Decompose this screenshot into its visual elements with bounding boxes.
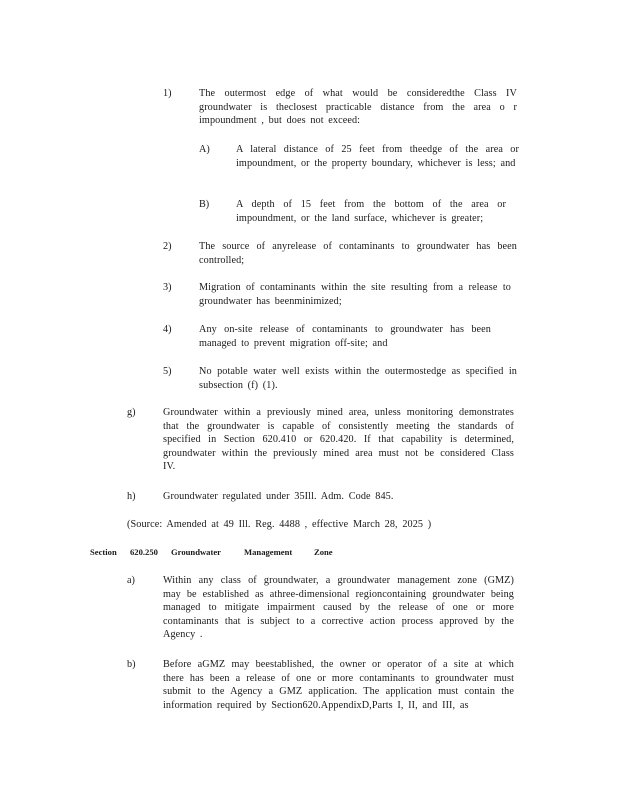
item-1-text: The outermost edge of what would be consideredthe Class IV groundwater is theclosest practicable distance from the area o r impoundment , but does not exceed: xyxy=(199,88,517,126)
item-1a-text: A lateral distance of 25 feet from theedge of the area or impoundment, or the property boundary, whichever is less; and xyxy=(236,144,519,169)
item-1b-label: B) xyxy=(199,199,210,210)
item-4-text: Any on-site release of contaminants to groundwater has been managed to prevent migration off-site; and xyxy=(199,324,491,349)
item-h-text: Groundwater regulated under 35Ill. Adm. Code 845. xyxy=(163,491,394,502)
item-1b-text: A depth of 15 feet from the bottom of the area or impoundment, or the land surface, whichever is greater; xyxy=(236,199,506,224)
section-item-a-label: a) xyxy=(127,575,135,586)
source-note: (Source: Amended at 49 Ill. Reg. 4488 , effective March 28, 2025 ) xyxy=(127,519,432,530)
section-title-word-1: Groundwater xyxy=(171,547,221,557)
section-number: 620.250 xyxy=(130,547,158,557)
item-2-label: 2) xyxy=(163,241,172,252)
item-1-label: 1) xyxy=(163,88,172,99)
item-g-label: g) xyxy=(127,407,136,418)
item-h-label: h) xyxy=(127,491,136,502)
item-5-label: 5) xyxy=(163,366,172,377)
section-label: Section xyxy=(90,547,117,557)
item-3-text: Migration of contaminants within the site resulting from a release to groundwater has beenminimized; xyxy=(199,282,511,307)
section-item-b-text: Before aGMZ may beestablished, the owner or operator of a site at which there has been a release of one or more contaminants to groundwater must submit to the Agency a GMZ application. The application must contain the information required by Section620.AppendixD,Parts I, II, and III, as xyxy=(163,659,514,711)
section-item-b-label: b) xyxy=(127,659,136,670)
item-g-text: Groundwater within a previously mined area, unless monitoring demonstrates that the groundwater is capable of consistently meeting the standards of specified in Section 620.410 or 620.420. If that capability is determined, groundwater within the previously mined area must not be considered Class IV. xyxy=(163,407,514,472)
section-title-word-2: Management xyxy=(244,547,293,557)
section-title-word-3: Zone xyxy=(314,547,333,557)
item-2-text: The source of anyrelease of contaminants to groundwater has been controlled; xyxy=(199,241,517,266)
item-5-text: No potable water well exists within the outermostedge as specified in subsection (f) (1). xyxy=(199,366,517,391)
section-item-a-text: Within any class of groundwater, a groundwater management zone (GMZ) may be established as athree-dimensional regioncontaining groundwater being managed to mitigate impairment caused by the release of one or more contaminants that is subject to a corrective action process approved by the Agency . xyxy=(163,575,514,640)
item-4-label: 4) xyxy=(163,324,172,335)
item-1a-label: A) xyxy=(199,144,210,155)
item-3-label: 3) xyxy=(163,282,172,293)
